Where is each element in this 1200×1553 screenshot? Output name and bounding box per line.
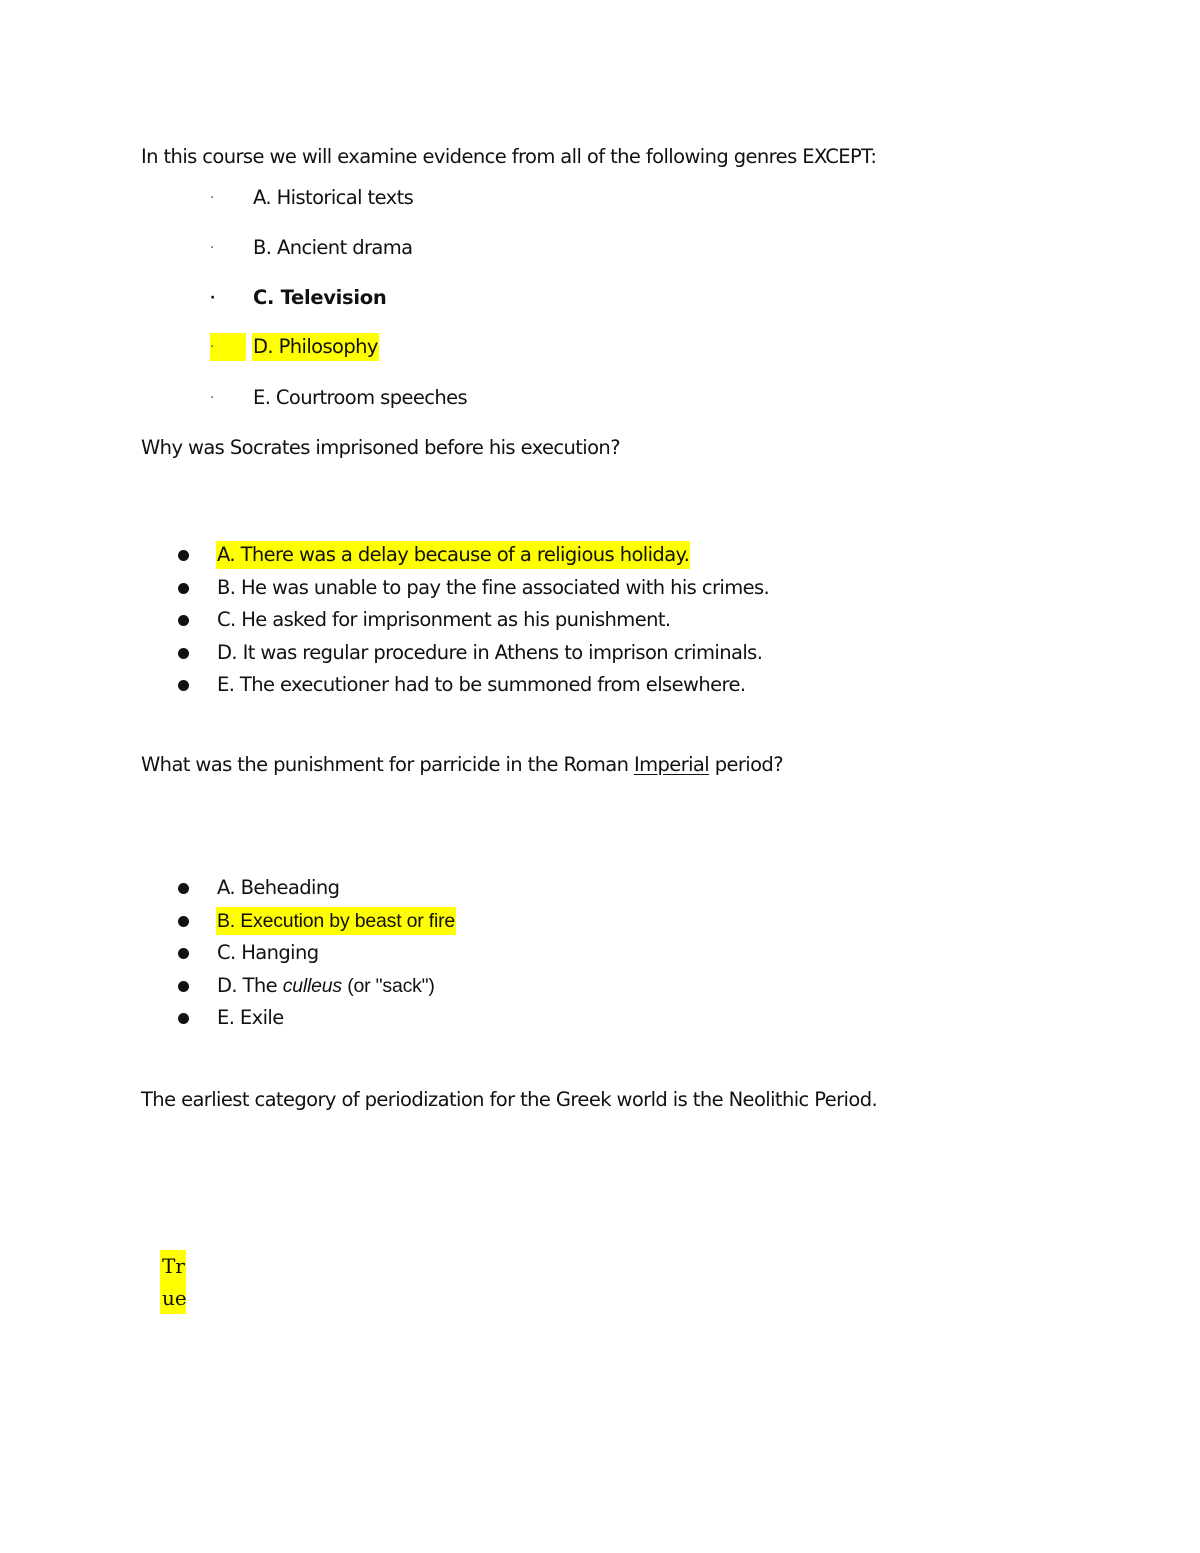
q1-option-d-bullet: · (210, 333, 246, 361)
question-1-prompt: In this course we will examine evidence from all of the following genres EXCEPT: (141, 145, 877, 168)
bullet-dot-icon (178, 680, 189, 691)
q2-option-a-label-highlighted: A. There was a delay because of a religious holiday. (216, 541, 690, 569)
q1-option-e-label: E. Courtroom speeches (253, 386, 468, 409)
q3-option-d-prefix: D. The (217, 973, 283, 997)
bullet-dot-icon (178, 883, 189, 894)
q4-answer-highlighted (160, 1250, 186, 1314)
q1-option-a-bullet: · (210, 190, 215, 206)
bullet-dot-icon (178, 550, 189, 561)
q2-option-b-label: B. He was unable to pay the fine associated with his crimes. (217, 575, 770, 599)
bullet-dot-icon (178, 583, 189, 594)
q3-option-d-label (216, 972, 436, 1000)
q4-answer-line-1: Tr (160, 1250, 186, 1282)
q1-option-d-label-highlighted: D. Philosophy (252, 333, 379, 361)
question-3-prompt (141, 752, 783, 778)
q3-option-e-label: E. Exile (217, 1006, 284, 1029)
q2-option-e-label: E. The executioner had to be summoned from elsewhere. (217, 673, 746, 696)
q3-option-d-suffix: (or "sack") (342, 974, 435, 997)
q1-option-e-bullet: · (210, 390, 215, 406)
q1-option-a-label: A. Historical texts (253, 186, 414, 209)
q1-option-b-bullet: · (210, 240, 215, 256)
bullet-dot-icon (178, 648, 189, 659)
question-3-prompt-start: What was the punishment for parricide in the Roman (141, 753, 634, 776)
bullet-dot-icon (178, 615, 189, 626)
q2-option-c-label: C. He asked for imprisonment as his punishment. (217, 608, 671, 631)
bullet-dot-icon (178, 948, 189, 959)
q2-option-d-label: D. It was regular procedure in Athens to imprison criminals. (217, 640, 763, 664)
question-4-prompt: The earliest category of periodization for the Greek world is the Neolithic Period. (141, 1088, 878, 1111)
q4-answer-line-2: ue (160, 1282, 186, 1314)
q3-option-c-label: C. Hanging (217, 941, 319, 964)
q3-option-b-label-highlighted: B. Execution by beast or fire (216, 907, 456, 935)
question-3-prompt-underlined: Imperial (633, 753, 710, 776)
q1-option-c-bullet: · (210, 290, 216, 306)
q3-option-a-label: A. Beheading (217, 876, 340, 899)
question-3-prompt-end: period? (709, 753, 783, 776)
q1-option-c-label: C. Television (253, 286, 387, 309)
question-2-prompt: Why was Socrates imprisoned before his execution? (141, 436, 620, 459)
bullet-dot-icon (178, 981, 189, 992)
q1-option-b-label: B. Ancient drama (253, 236, 413, 259)
bullet-dot-icon (178, 916, 189, 927)
bullet-dot-icon (178, 1013, 189, 1024)
q3-option-d-italic-term: culleus (282, 974, 342, 997)
